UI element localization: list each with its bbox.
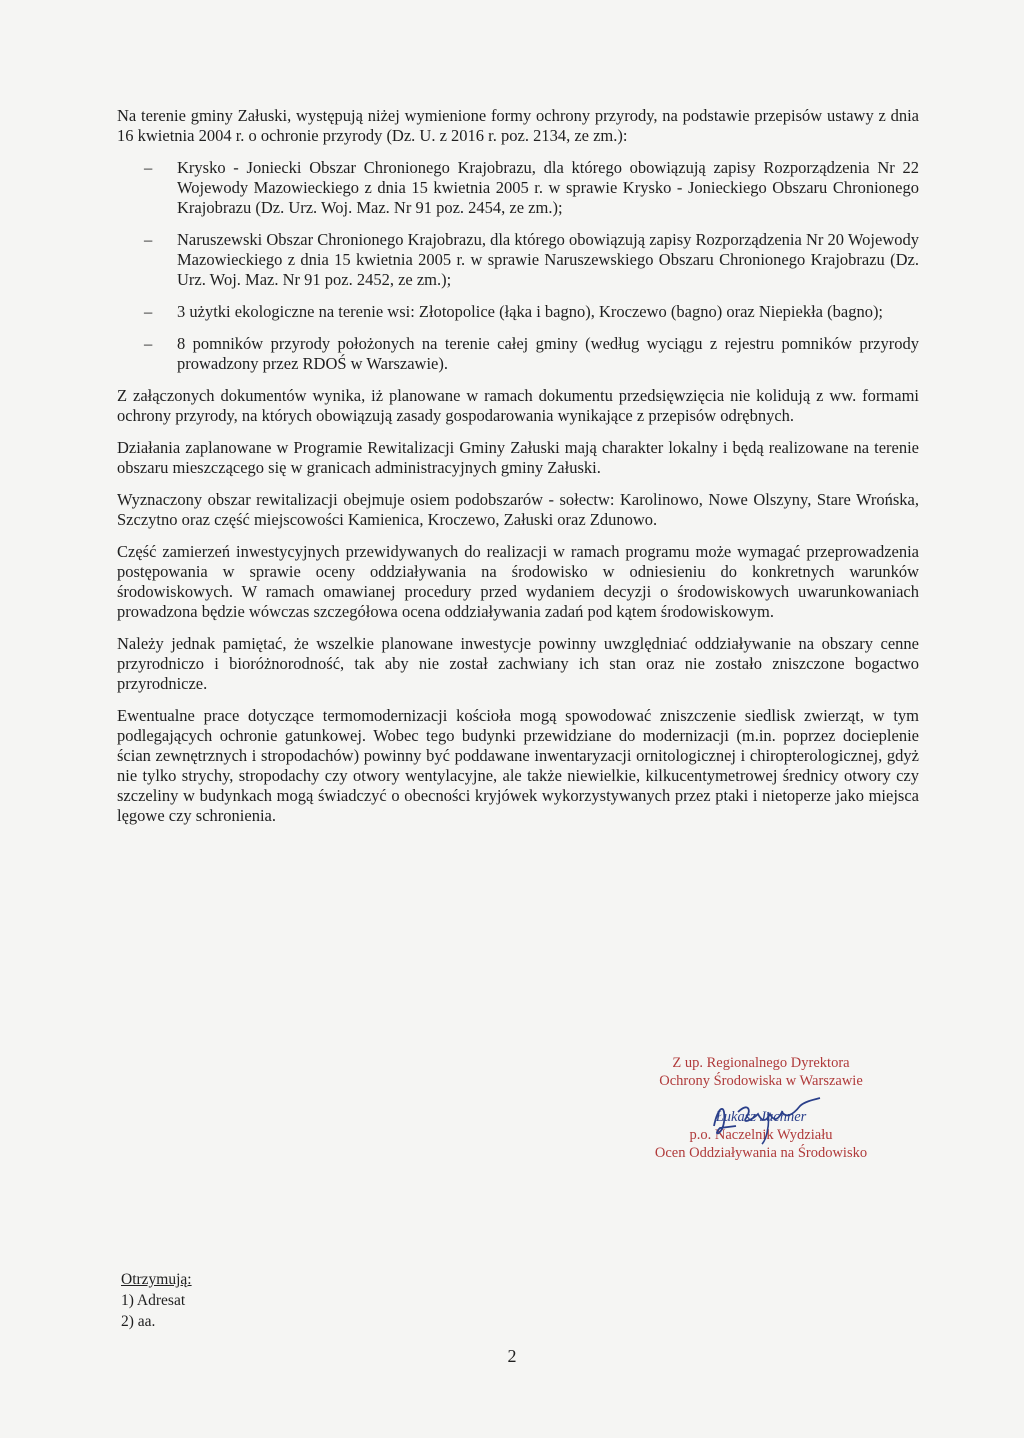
paragraph-biodiversity: Należy jednak pamiętać, że wszelkie planowane inwestycje powinny uwzględniać oddziaływanie na obszary cenne przyrodniczo i bioróżnorodność, tak aby nie został zachwiany ich stan oraz nie zostało zniszczone bogactwo przyrodnicze. [117, 634, 919, 693]
signature-office-line: Ochrony Środowiska w Warszawie [659, 1073, 863, 1089]
signature-block [596, 1054, 926, 1162]
protection-forms-list [117, 158, 919, 374]
list-item: – 3 użytki ekologiczne na terenie wsi: Złotopolice (łąka i bagno), Kroczewo (bagno) oraz Niepiekła (bagno); [117, 302, 919, 322]
paragraph-revitalization-area: Wyznaczony obszar rewitalizacji obejmuje osiem podobszarów - sołectw: Karolinowo, Nowe Olszyny, Stare Wrońska, Szczytno oraz część miejscowości Kamienica, Kroczewo, Załuski oraz Zdunowo. [117, 490, 919, 529]
handwritten-signature-icon [708, 1092, 828, 1146]
page-number: 2 [507, 1346, 517, 1366]
list-item: – Naruszewski Obszar Chronionego Krajobrazu, dla którego obowiązują zapisy Rozporządzenia Nr 20 Wojewody Mazowieckiego z dnia 15 kwietnia 2005 r. w sprawie Naruszewskiego Obszaru Chronionego Krajobrazu (Dz. Urz. Woj. Maz. Nr 91 poz. 2452, ze zm.); [117, 230, 919, 290]
intro-paragraph: Na terenie gminy Załuski, występują niżej wymienione formy ochrony przyrody, na podstawie przepisów ustawy z dnia 16 kwietnia 2004 r. o ochronie przyrody (Dz. U. z 2016 r. poz. 2134, ze zm.): [117, 106, 919, 145]
recipient-item: 1) Adresat [121, 1292, 186, 1309]
paragraph-thermomodernization: Ewentualne prace dotyczące termomodernizacji kościoła mogą spowodować zniszczenie siedlisk zwierząt, w tym podlegających ochronie gatunkowej. Wobec tego budynki przewidziane do modernizacji (m.in. poprzez docieplenie ścian zewnętrznych i stropodachów) powinny być poddawane inwentaryzacji ornitologicznej i chiropterologicznej, gdyż nie tylko strychy, stropodachy czy otwory wentylacyjne, ale także niewielkie, kilkucentymetrowej średnicy otwory czy szczeliny w budynkach mogą świadczyć o obecności kryjówek wykorzystywanych przez ptaki i nietoperze jako miejsca lęgowe czy schronienia. [117, 706, 919, 825]
recipients-block [121, 1269, 192, 1332]
list-item: – 8 pomników przyrody położonych na terenie całej gminy (według wyciągu z rejestru pomników przyrody prowadzony przez RDOŚ w Warszawie). [117, 334, 919, 374]
paragraph-conclusion: Z załączonych dokumentów wynika, iż planowane w ramach dokumentu przedsięwzięcia nie kolidują z ww. formami ochrony przyrody, na których obowiązują zasady gospodarowania wynikające z przepisów odrębnych. [117, 386, 919, 425]
paragraph-local-actions: Działania zaplanowane w Programie Rewitalizacji Gminy Załuski mają charakter lokalny i będą realizowane na terenie obszaru mieszczącego się w granicach administracyjnych gminy Załuski. [117, 438, 919, 477]
signature-authority-line: Z up. Regionalnego Dyrektora [672, 1055, 850, 1071]
letter-body [117, 106, 919, 838]
signatory-name: Łukasz Juchner [715, 1109, 807, 1125]
signatory-department: Ocen Oddziaływania na Środowisko [654, 1145, 868, 1161]
recipient-item: 2) aa. [121, 1313, 156, 1330]
signatory-position: p.o. Naczelnik Wydziału [689, 1127, 833, 1143]
list-item: – Krysko - Joniecki Obszar Chronionego Krajobrazu, dla którego obowiązują zapisy Rozporządzenia Nr 22 Wojewody Mazowieckiego z dnia 15 kwietnia 2005 r. w sprawie Krysko - Jonieckiego Obszaru Chronionego Krajobrazu (Dz. Urz. Woj. Maz. Nr 91 poz. 2454, ze zm.); [117, 158, 919, 218]
recipients-title: Otrzymują: [121, 1271, 192, 1288]
paragraph-environmental-assessment: Część zamierzeń inwestycyjnych przewidywanych do realizacji w ramach programu może wymagać przeprowadzenia postępowania w sprawie oceny oddziaływania na środowisko w odniesieniu do konkretnych warunków środowiskowych. W ramach omawianej procedury przed wydaniem decyzji o środowiskowych uwarunkowaniach prowadzona będzie wówczas szczegółowa ocena oddziaływania zadań pod kątem środowiskowym. [117, 542, 919, 621]
